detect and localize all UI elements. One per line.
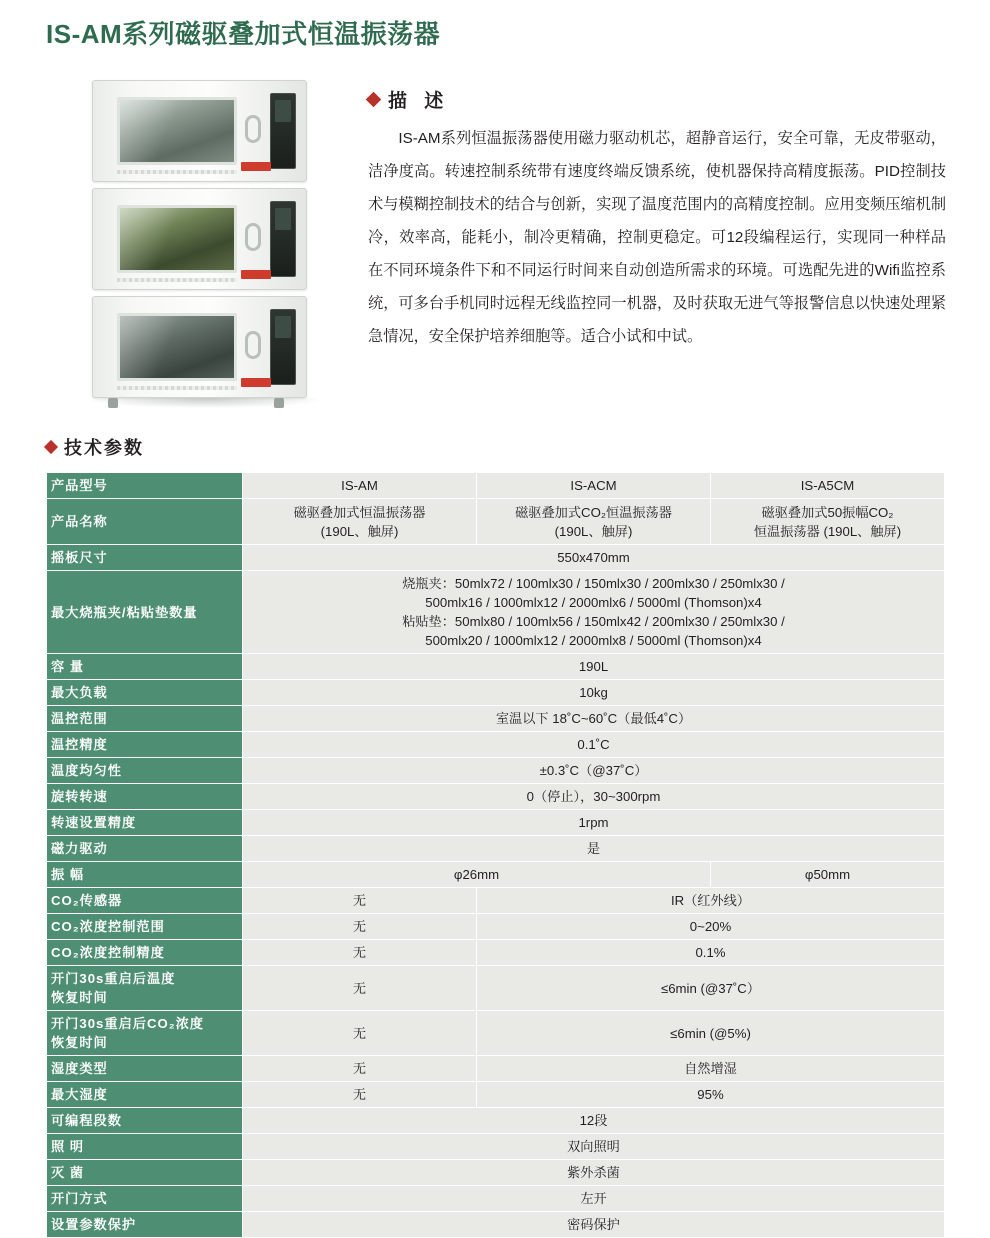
row-label-speed-accuracy: 转速设置精度 — [47, 810, 243, 836]
cell-co2-sensor-none: 无 — [243, 888, 477, 914]
row-label-temp-uniformity: 温度均匀性 — [47, 758, 243, 784]
shaker-unit-middle — [92, 188, 307, 290]
row-label-program-steps: 可编程段数 — [47, 1108, 243, 1134]
row-label-param-protect: 设置参数保护 — [47, 1212, 243, 1238]
row-label-max-clamps: 最大烧瓶夹/粘贴垫数量 — [47, 571, 243, 654]
table-row — [47, 1160, 945, 1186]
table-row — [47, 1056, 945, 1082]
table-row — [47, 1212, 945, 1238]
control-panel-icon — [270, 93, 296, 169]
cell-co2-range-none: 无 — [243, 914, 477, 940]
row-label-max-humidity: 最大湿度 — [47, 1082, 243, 1108]
cell-model-is-am: IS-AM — [243, 473, 477, 499]
table-row — [47, 545, 945, 571]
cell-co2-sensor-ir: IR（红外线） — [477, 888, 945, 914]
table-row — [47, 1186, 945, 1212]
row-label-sterilize: 灭 菌 — [47, 1160, 243, 1186]
row-label-model: 产品型号 — [47, 473, 243, 499]
table-row — [47, 680, 945, 706]
cell-max-clamps — [243, 571, 945, 654]
row-label-temp-accuracy: 温控精度 — [47, 732, 243, 758]
vent-icon — [117, 170, 237, 174]
cell-name-is-a5cm-line1: 磁驱叠加式50振幅CO₂ — [761, 504, 894, 520]
spec-table — [46, 472, 945, 1238]
row-label-temp-recovery-line2: 恢复时间 — [51, 990, 108, 1005]
door-handle-icon — [245, 115, 261, 143]
cell-max-clamps-line3: 粘贴垫：50mlx80 / 100mlx56 / 150mlx42 / 200mlx30 / 250mlx30 / — [402, 614, 785, 629]
cell-temp-uniformity: ±0.3˚C（@37˚C） — [243, 758, 945, 784]
panel-screen-icon — [275, 316, 291, 338]
cell-name-is-acm-line2: (190L、触屏) — [554, 523, 633, 539]
cell-door: 左开 — [243, 1186, 945, 1212]
cell-amplitude-50: φ50mm — [711, 862, 945, 888]
cell-name-is-am-line2: (190L、触屏) — [320, 523, 399, 539]
table-row — [47, 914, 945, 940]
row-label-max-load: 最大负载 — [47, 680, 243, 706]
cell-name-is-a5cm-line2: 恒温振荡器 (190L、触屏) — [753, 523, 902, 539]
cell-co2-accuracy-none: 无 — [243, 940, 477, 966]
cell-temp-recovery-none: 无 — [243, 966, 477, 1011]
brand-badge-icon — [241, 270, 271, 279]
door-handle-icon — [245, 223, 261, 251]
brand-badge-icon — [241, 162, 271, 171]
brand-badge-icon — [241, 378, 271, 387]
row-label-door: 开门方式 — [47, 1186, 243, 1212]
row-label-co2-sensor: CO₂传感器 — [47, 888, 243, 914]
table-row — [47, 1082, 945, 1108]
description-text: IS-AM系列恒温振荡器使用磁力驱动机芯，超静音运行，安全可靠，无皮带驱动，洁净度高。转速控制系统带有速度终端反馈系统，使机器保持高精度振荡。PID控制技术与模糊控制技术的结合与创新，实现了温度范围内的高精度控制。应用变频压缩机制冷，效率高，能耗小，制冷更精确，控制更稳定。可12段编程运行，实现同一种样品在不同环境条件下和不同运行时间来自动创造所需求的环境。可选配先进的Wifi监控系统，可多台手机同时远程无线监控同一机器，及时获取无进气等报警信息以快速处理紧急情况，安全保护培养细胞等。适合小试和中试。 — [368, 130, 946, 345]
table-row — [47, 654, 945, 680]
table-row — [47, 862, 945, 888]
cell-amplitude-26: φ26mm — [243, 862, 711, 888]
tech-params-heading-label: 技术参数 — [64, 438, 144, 458]
cell-model-is-a5cm: IS-A5CM — [711, 473, 945, 499]
cell-max-load: 10kg — [243, 680, 945, 706]
cell-name-is-acm-line1: 磁驱叠加式CO₂恒温振荡器 — [515, 504, 672, 520]
control-panel-icon — [270, 201, 296, 277]
table-row — [47, 758, 945, 784]
cell-co2-accuracy-value: 0.1% — [477, 940, 945, 966]
row-label-product-name: 产品名称 — [47, 499, 243, 545]
cell-tray-size: 550x470mm — [243, 545, 945, 571]
row-label-speed: 旋转转速 — [47, 784, 243, 810]
row-label-co2-recovery-line2: 恢复时间 — [51, 1035, 108, 1050]
table-row — [47, 706, 945, 732]
table-row — [47, 732, 945, 758]
table-row — [47, 473, 945, 499]
shaker-unit-top — [92, 80, 307, 182]
cell-temp-range: 室温以下 18˚C~60˚C（最低4˚C） — [243, 706, 945, 732]
cell-humidity-type-value: 自然增湿 — [477, 1056, 945, 1082]
cell-humidity-type-none: 无 — [243, 1056, 477, 1082]
row-label-co2-accuracy: CO₂浓度控制精度 — [47, 940, 243, 966]
row-label-co2-recovery-line1: 开门30s重启后CO₂浓度 — [51, 1016, 204, 1031]
cell-lighting: 双向照明 — [243, 1134, 945, 1160]
cell-max-clamps-line4: 500mlx20 / 1000mlx12 / 2000mlx8 / 5000ml (Thomson)x4 — [425, 633, 762, 648]
diamond-icon — [366, 92, 382, 108]
viewing-window-icon — [117, 97, 237, 165]
equipment-feet — [104, 398, 294, 408]
panel-screen-icon — [275, 208, 291, 230]
table-row — [47, 499, 945, 545]
row-label-co2-recovery — [47, 1011, 243, 1056]
table-row — [47, 1134, 945, 1160]
control-panel-icon — [270, 309, 296, 385]
cell-magnetic-drive: 是 — [243, 836, 945, 862]
cell-name-is-am — [243, 499, 477, 545]
cell-name-is-a5cm — [711, 499, 945, 545]
description-heading-label: 描 述 — [388, 91, 450, 112]
viewing-window-icon — [117, 313, 237, 381]
row-label-temp-recovery-line1: 开门30s重启后温度 — [51, 971, 176, 986]
row-label-temp-recovery — [47, 966, 243, 1011]
cell-temp-accuracy: 0.1˚C — [243, 732, 945, 758]
table-row — [47, 1011, 945, 1056]
door-handle-icon — [245, 331, 261, 359]
cell-speed-accuracy: 1rpm — [243, 810, 945, 836]
cell-name-is-am-line1: 磁驱叠加式恒温振荡器 — [293, 504, 426, 520]
table-row — [47, 810, 945, 836]
shaker-unit-bottom — [92, 296, 307, 398]
cell-program-steps: 12段 — [243, 1108, 945, 1134]
product-photo-stacked-shakers — [70, 62, 340, 422]
cell-max-humidity-value: 95% — [477, 1082, 945, 1108]
table-row — [47, 966, 945, 1011]
cell-max-clamps-line2: 500mlx16 / 1000mlx12 / 2000mlx6 / 5000ml (Thomson)x4 — [425, 595, 762, 610]
row-label-co2-range: CO₂浓度控制范围 — [47, 914, 243, 940]
cell-co2-range-value: 0~20% — [477, 914, 945, 940]
cell-param-protect: 密码保护 — [243, 1212, 945, 1238]
row-label-temp-range: 温控范围 — [47, 706, 243, 732]
row-label-magnetic-drive: 磁力驱动 — [47, 836, 243, 862]
table-row — [47, 940, 945, 966]
viewing-window-icon — [117, 205, 237, 273]
table-row — [47, 571, 945, 654]
cell-speed: 0（停止），30~300rpm — [243, 784, 945, 810]
cell-co2-recovery-none: 无 — [243, 1011, 477, 1056]
cell-co2-recovery-value: ≤6min (@5%) — [477, 1011, 945, 1056]
row-label-tray-size: 摇板尺寸 — [47, 545, 243, 571]
table-row — [47, 784, 945, 810]
description-heading — [368, 86, 449, 113]
panel-screen-icon — [275, 100, 291, 122]
row-label-amplitude: 振 幅 — [47, 862, 243, 888]
diamond-icon — [44, 440, 58, 454]
cell-capacity: 190L — [243, 654, 945, 680]
row-label-lighting: 照 明 — [47, 1134, 243, 1160]
cell-max-humidity-none: 无 — [243, 1082, 477, 1108]
vent-icon — [117, 386, 237, 390]
vent-icon — [117, 278, 237, 282]
table-row — [47, 1108, 945, 1134]
row-label-capacity: 容 量 — [47, 654, 243, 680]
cell-temp-recovery-value: ≤6min (@37˚C） — [477, 966, 945, 1011]
cell-model-is-acm: IS-ACM — [477, 473, 711, 499]
row-label-humidity-type: 湿度类型 — [47, 1056, 243, 1082]
tech-params-heading — [46, 434, 144, 460]
table-row — [47, 888, 945, 914]
table-row — [47, 836, 945, 862]
cell-name-is-acm — [477, 499, 711, 545]
cell-max-clamps-line1: 烧瓶夹：50mlx72 / 100mlx30 / 150mlx30 / 200mlx30 / 250mlx30 / — [402, 576, 785, 591]
cell-sterilize: 紫外杀菌 — [243, 1160, 945, 1186]
page-title: IS-AM系列磁驱叠加式恒温振荡器 — [46, 19, 441, 49]
